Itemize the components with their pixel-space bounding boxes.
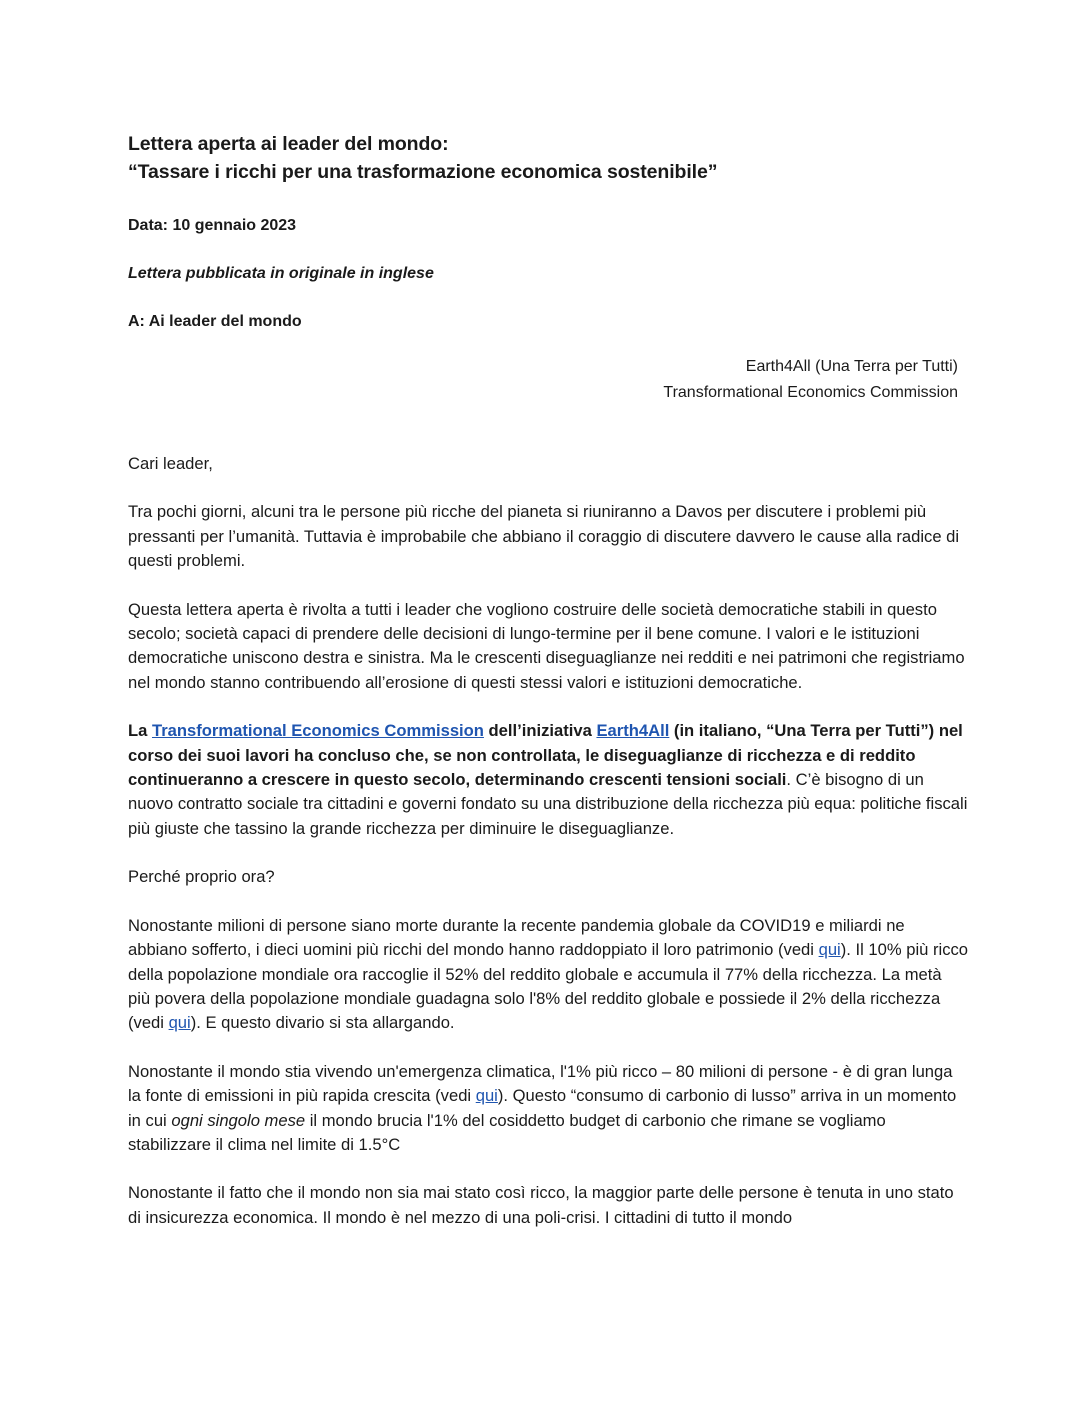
letter-page <box>128 130 968 1230</box>
p5-text-2: ). Questo “consumo di carbonio di lusso” arriva in un momento in cui <box>128 1086 957 1130</box>
p4-text-1: Nonostante milioni di persone siano morte durante la recente pandemia globale da COVID19 e miliardi ne abbiano sofferto, i dieci uomini più ricchi del mondo hanno raddoppiato il loro patrimonio (vedi <box>128 915 905 960</box>
paragraph-5 <box>128 1060 968 1158</box>
paragraph-1: Tra pochi giorni, alcuni tra le persone più ricche del pianeta si riuniranno a Davos per discutere i problemi più pressanti per l’umanità. Tuttavia è improbabile che abbiano il coraggio di discutere davvero le cause alla radice di questi problemi. <box>128 502 960 571</box>
letter-date: Data: 10 gennaio 2023 <box>128 217 297 234</box>
source-link-3[interactable]: qui <box>475 1086 498 1106</box>
p3-bold-2: dell’iniziativa <box>483 721 597 741</box>
p4-text-2: ). Il 10% più ricco della popolazione mondiale ora raccoglie il 52% del reddito globale e accumula il 77% della ricchezza. La metà più povera della popolazione mondiale guadagna solo l'8% del reddito globale e possiede il 2% della ricchezza (vedi <box>128 940 969 1033</box>
p4-text-3: ). E questo divario si sta allargando. <box>190 1013 455 1033</box>
question-heading: Perché proprio ora? <box>128 867 275 887</box>
p3-bold-3: (in italiano, “Una Terra per Tutti”) nel corso dei suoi lavori ha concluso che, se non controllata, le diseguaglianze di ricchezza e di reddito continueranno a crescere in questo secolo, determinando crescenti tensioni sociali <box>128 721 963 790</box>
p5-text-1: Nonostante il mondo stia vivendo un'emergenza climatica, l'1% più ricco – 80 milioni di persone - è di gran lunga la fonte di emissioni in più rapida crescita (vedi <box>128 1061 953 1106</box>
letter-title <box>128 130 968 186</box>
transformational-economics-commission-link[interactable]: Transformational Economics Commission <box>151 721 484 741</box>
sender-line-1: Earth4All (Una Terra per Tutti) <box>745 358 958 375</box>
title-line-2: “Tassare i ricchi per una trasformazione economica sostenibile” <box>128 161 718 183</box>
salutation: Cari leader, <box>128 454 213 473</box>
paragraph-6: Nonostante il fatto che il mondo non sia mai stato così ricco, la maggior parte delle persone è tenuta in uno stato di insicurezza economica. Il mondo è nel mezzo di una poli-crisi. I cittadini di tutto il mondo <box>128 1183 954 1227</box>
p3-rest: . C’è bisogno di un nuovo contratto sociale tra cittadini e governi fondato su una distribuzione della ricchezza più equa: politiche fiscali più giuste che tassino la grande ricchezza per diminuire le diseguaglianze. <box>128 770 968 838</box>
sender-line-2: Transformational Economics Commission <box>663 384 958 401</box>
source-link-1[interactable]: qui <box>818 940 841 960</box>
title-line-1: Lettera aperta ai leader del mondo: <box>128 133 449 155</box>
letter-senders <box>128 354 968 406</box>
paragraph-3 <box>128 719 968 841</box>
letter-recipient: A: Ai leader del mondo <box>128 313 302 330</box>
paragraph-4 <box>128 914 968 1036</box>
p5-text-3: il mondo brucia l'1% del cosiddetto budget di carbonio che rimane se vogliamo stabilizzare il clima nel limite di 1.5°C <box>128 1110 886 1154</box>
p5-emphasis: ogni singolo mese <box>171 1110 306 1130</box>
publication-note: Lettera pubblicata in originale in inglese <box>128 265 434 282</box>
earth4all-link[interactable]: Earth4All <box>596 721 670 741</box>
paragraph-2: Questa lettera aperta è rivolta a tutti i leader che vogliono costruire delle società democratiche stabili in questo secolo; società capaci di prendere delle decisioni di lungo-termine per il bene comune. I valori e le istituzioni democratiche uniscono destra e sinistra. Ma le crescenti diseguaglianze nei redditi e nei patrimoni che registriamo nel mondo stanno contribuendo all’erosione di questi stessi valori e istituzioni democratiche. <box>128 599 965 692</box>
p3-bold-1: La <box>128 721 152 741</box>
source-link-2[interactable]: qui <box>168 1013 191 1033</box>
